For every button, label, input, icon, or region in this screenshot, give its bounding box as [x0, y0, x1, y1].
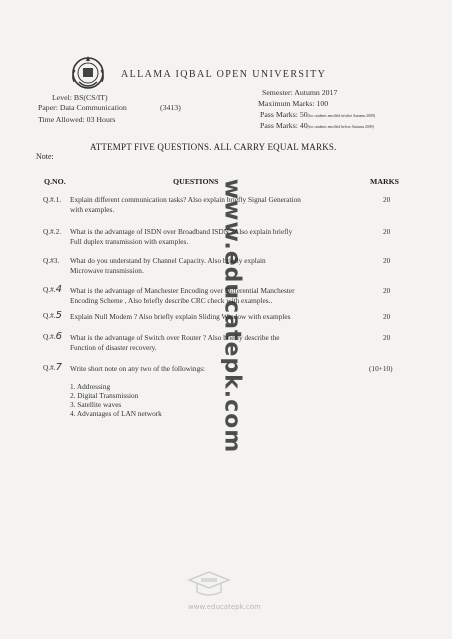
question-number: Q.#3.: [43, 256, 60, 265]
question-text: [70, 364, 205, 374]
pass-marks-2-note: (for students enrolled before Autumn 2009): [307, 125, 374, 129]
question-line: Encoding Scheme , Also briefly describe CRC check with examples..: [70, 295, 273, 305]
course-code: (3413): [160, 103, 181, 112]
question-marks: 20: [383, 333, 391, 342]
time-allowed: Time Allowed: 03 Hours: [38, 115, 116, 124]
pass-marks-1: [260, 110, 375, 119]
question-line: Explain Null Modem ? Also briefly explain Sliding Window with examples: [70, 312, 291, 321]
question-number-prefix: Q.#.: [43, 285, 56, 294]
handwritten-number: 5: [55, 310, 62, 321]
paper-title: Paper: Data Communication: [38, 103, 127, 112]
short-notes-list: [70, 382, 162, 418]
column-qno: Q.NO.: [44, 177, 66, 186]
pass-marks-1-main: Pass Marks: 50: [260, 110, 308, 119]
question-marks: 20: [383, 256, 391, 265]
question-number: Q.#.2.: [43, 227, 62, 236]
question-number: [43, 284, 62, 295]
question-text: [70, 286, 295, 305]
column-questions: QUESTIONS: [173, 177, 219, 186]
question-number-prefix: Q.#.: [43, 332, 56, 341]
question-number-prefix: Q.#.: [43, 311, 56, 320]
question-line: with examples.: [70, 204, 115, 214]
question-line: Function of disaster recovery.: [70, 342, 157, 352]
question-text: [70, 312, 290, 322]
list-item: 2. Digital Transmission: [70, 391, 139, 400]
question-number: [43, 331, 62, 342]
question-number-prefix: Q.#.: [43, 363, 56, 372]
list-item: 4. Advantages of LAN network: [70, 409, 162, 418]
question-marks: 20: [383, 227, 391, 236]
column-marks: MARKS: [370, 177, 400, 186]
question-line: Full duplex transmission with examples.: [70, 236, 189, 246]
question-line: What do you understand by Channel Capacity. Also briefly explain: [70, 256, 266, 265]
graduation-cap-icon: [185, 568, 233, 600]
question-number: [43, 310, 62, 321]
question-marks: 20: [383, 312, 391, 321]
question-line: Write short note on any two of the followings:: [70, 364, 206, 373]
question-number: Q.#.1.: [43, 195, 62, 204]
question-line: Microwave transmission.: [70, 265, 144, 275]
handwritten-number: 4: [55, 284, 62, 295]
question-text: [70, 195, 301, 214]
question-line: What is the advantage of Manchester Encoding over Differential Manchester: [70, 286, 295, 295]
note-label: Note:: [36, 152, 54, 161]
question-text: [70, 227, 292, 246]
handwritten-number: 7: [55, 362, 62, 373]
instructions: ATTEMPT FIVE QUESTIONS. ALL CARRY EQUAL MARKS.: [90, 142, 337, 152]
question-marks: 20: [383, 195, 391, 204]
handwritten-number: 6: [55, 331, 62, 342]
semester: Semester: Autumn 2017: [262, 88, 338, 97]
question-number: [43, 362, 62, 373]
question-marks: 20: [383, 286, 391, 295]
university-name: ALLAMA IQBAL OPEN UNIVERSITY: [121, 69, 327, 80]
pass-marks-1-note: (for students enrolled in/after Autumn 2009): [307, 114, 376, 118]
university-logo-icon: [68, 52, 108, 92]
question-line: What is the advantage of Switch over Router ? Also briefly describe the: [70, 333, 280, 342]
pass-marks-2-main: Pass Marks: 40: [260, 121, 308, 130]
watermark: www.educatepk.com: [219, 178, 245, 454]
list-item: 1. Addressing: [70, 382, 111, 391]
level: Level: BS(CS/IT): [52, 93, 108, 102]
question-line: What is the advantage of ISDN over Broadband ISDN ?Also explain briefly: [70, 227, 293, 236]
pass-marks-2: [260, 121, 374, 130]
watermark-footer: www.educatepk.com: [188, 603, 261, 611]
question-text: [70, 333, 280, 352]
question-marks: (10+10): [369, 364, 393, 373]
maximum-marks: Maximum Marks: 100: [258, 99, 329, 108]
question-line: Explain different communication tasks? Also explain briefly Signal Generation: [70, 195, 301, 204]
list-item: 3. Satellite waves: [70, 400, 122, 409]
